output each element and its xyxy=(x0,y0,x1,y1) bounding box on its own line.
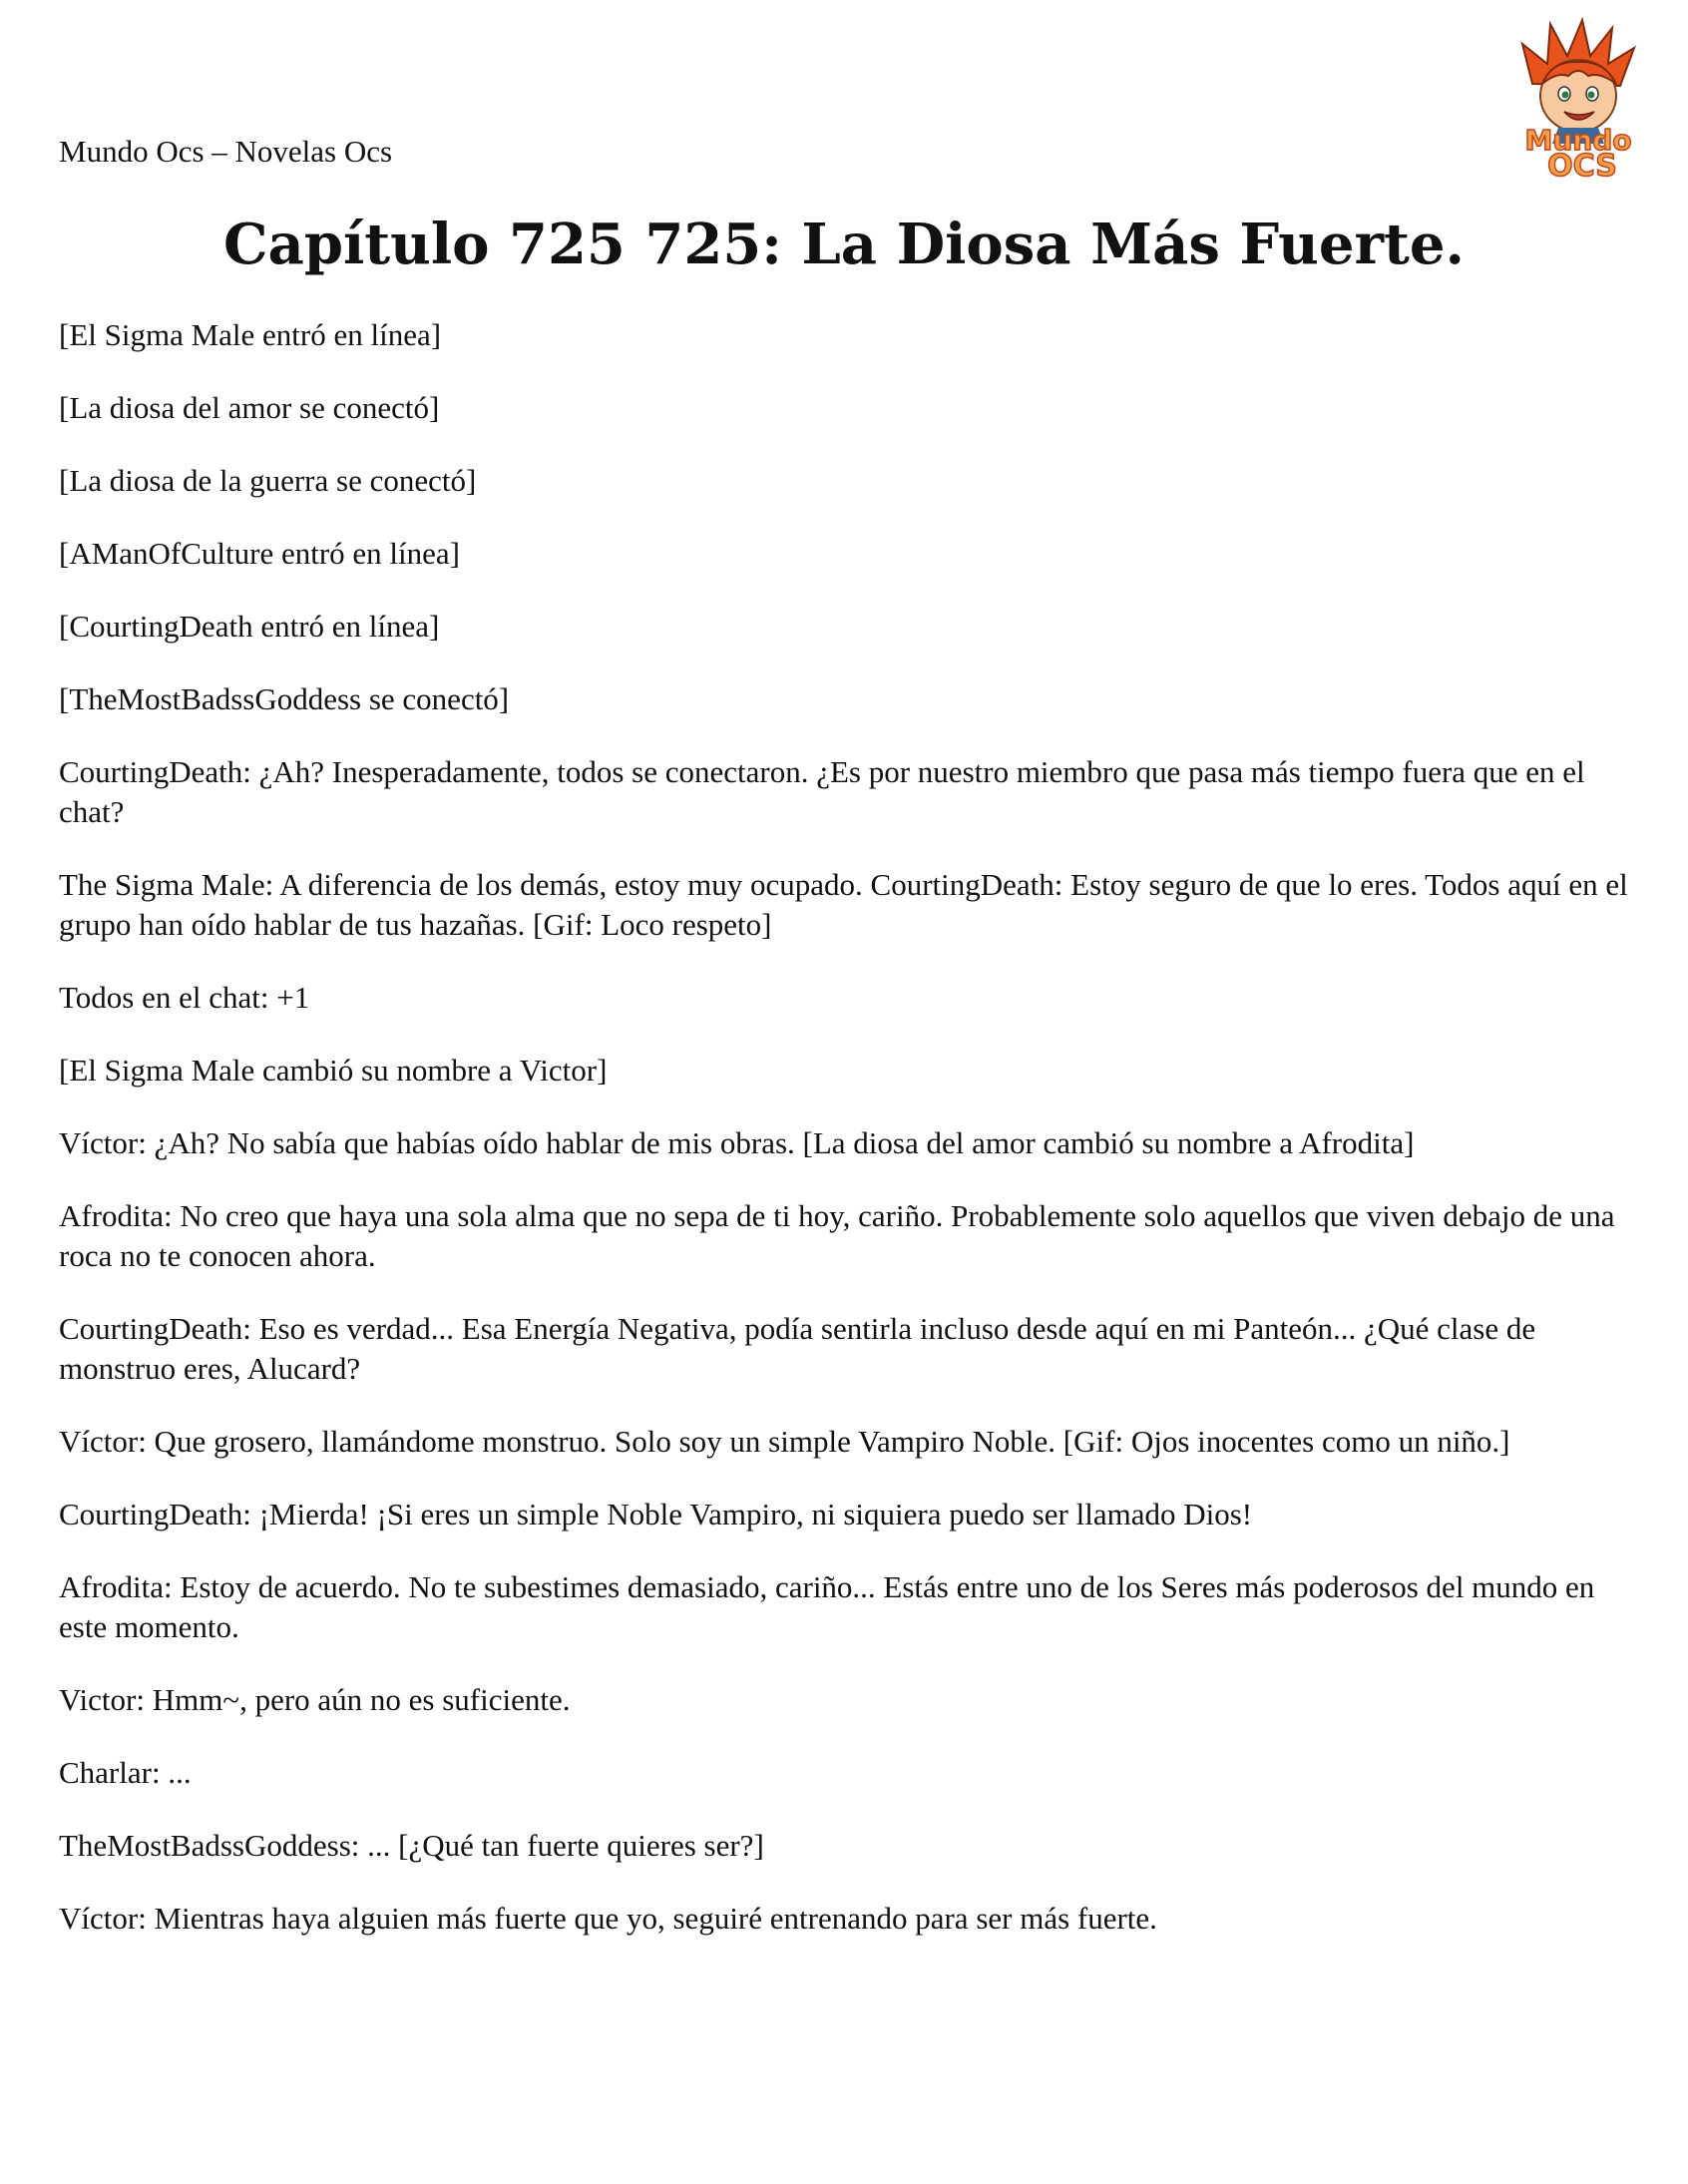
paragraph: CourtingDeath: ¿Ah? Inesperadamente, todos se conectaron. ¿Es por nuestro miembro que pasa más tiempo fuera que en el chat? xyxy=(59,754,1585,829)
paragraph: The Sigma Male: A diferencia de los demás, estoy muy ocupado. CourtingDeath: Estoy seguro de que lo eres. Todos aquí en el grupo han oído hablar de tus hazañas. [Gif: Loco respeto] xyxy=(59,867,1628,942)
paragraph: Afrodita: Estoy de acuerdo. No te subestimes demasiado, cariño... Estás entre uno de los Seres más poderosos del mundo en este momento. xyxy=(59,1569,1595,1644)
paragraph: Todos en el chat: +1 xyxy=(59,980,310,1015)
paragraph: TheMostBadssGoddess: ... [¿Qué tan fuerte quieres ser?] xyxy=(59,1828,764,1863)
paragraph: [La diosa del amor se conectó] xyxy=(59,390,440,425)
paragraph: Víctor: Que grosero, llamándome monstruo. Solo soy un simple Vampiro Noble. [Gif: Ojos inocentes como un niño.] xyxy=(59,1424,1510,1459)
paragraph: [TheMostBadssGoddess se conectó] xyxy=(59,681,510,716)
paragraph: [La diosa de la guerra se conectó] xyxy=(59,463,477,498)
paragraph: Charlar: ... xyxy=(59,1755,192,1790)
mascot-logo-icon xyxy=(1492,14,1664,182)
paragraph: [AManOfCulture entró en línea] xyxy=(59,536,461,571)
logo-text-top: Mundo xyxy=(1524,124,1632,157)
paragraph: Víctor: Mientras haya alguien más fuerte que yo, seguiré entrenando para ser más fuerte. xyxy=(59,1901,1157,1936)
paragraph: Afrodita: No creo que haya una sola alma que no sepa de ti hoy, cariño. Probablemente solo aquellos que viven debajo de una roca no te conocen ahora. xyxy=(59,1198,1615,1273)
paragraph: Víctor: ¿Ah? No sabía que habías oído hablar de mis obras. [La diosa del amor cambió su nombre a Afrodita] xyxy=(59,1125,1415,1160)
site-header: Mundo Ocs – Novelas Ocs xyxy=(59,134,393,169)
paragraph: Victor: Hmm~, pero aún no es suficiente. xyxy=(59,1682,571,1717)
chapter-content xyxy=(59,315,1635,1971)
paragraph: CourtingDeath: Eso es verdad... Esa Energía Negativa, podía sentirla incluso desde aquí en mi Panteón... ¿Qué clase de monstruo eres, Alucard? xyxy=(59,1311,1536,1386)
paragraph: [CourtingDeath entró en línea] xyxy=(59,609,440,644)
paragraph: [El Sigma Male cambió su nombre a Victor] xyxy=(59,1053,608,1088)
paragraph: [El Sigma Male entró en línea] xyxy=(59,317,442,352)
paragraph: CourtingDeath: ¡Mierda! ¡Si eres un simple Noble Vampiro, ni siquiera puedo ser llamado Dios! xyxy=(59,1497,1253,1531)
chapter-title: Capítulo 725 725: La Diosa Más Fuerte. xyxy=(222,212,1465,277)
logo-text-bottom: OCS xyxy=(1547,149,1617,182)
